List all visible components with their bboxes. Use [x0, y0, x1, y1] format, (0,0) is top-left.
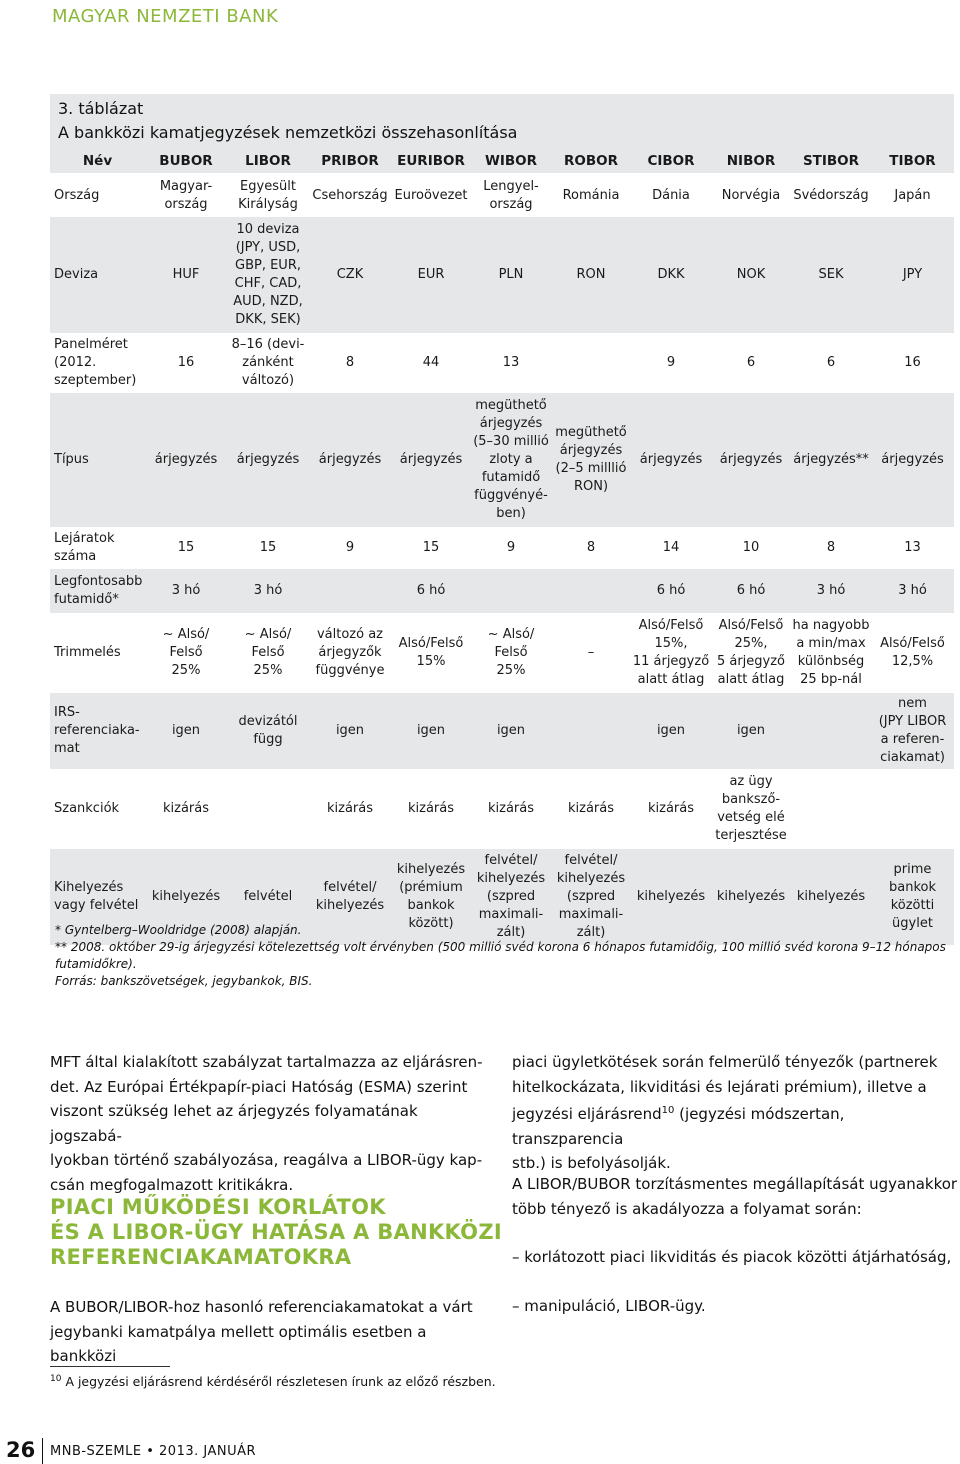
table-cell: kizárás	[326, 801, 373, 816]
table-cell: 3 hó	[253, 583, 283, 598]
row-label: Típus	[54, 452, 89, 467]
table-cell: prime bankok közötti ügylet	[888, 862, 936, 931]
row-label: Kihelyezés vagy felvétel	[54, 880, 139, 913]
col-header: WIBOR	[484, 153, 538, 169]
table-cell: 8	[586, 540, 596, 555]
footnote-rule	[50, 1366, 170, 1367]
body-paragraph: MFT által kialakított szabályzat tartalmazza az eljárásren- det. Az Európai Értékpapír-piaci Hatóság (ESMA) szerint viszont szükség lehet az árjegyzés folyamatának jogszabá- lyokban történő szabályozása, reagálva a LIBOR-ügy kap- csán megfogalmazott kritikákra.	[50, 1053, 483, 1194]
table-note: ** 2008. október 29-ig árjegyzési kötelezettség volt érvényben (500 millió svéd korona 6 hónapos futamidőig, 100 millió svéd korona 9–12 hónapos	[55, 940, 946, 954]
page-number: 26	[6, 1438, 36, 1462]
table-cell: 3 hó	[171, 583, 201, 598]
table-cell: 44	[422, 355, 440, 370]
table-row	[50, 613, 954, 693]
table-cell: 6	[746, 355, 756, 370]
footnote	[50, 1374, 496, 1389]
table-cell: 16	[904, 355, 921, 370]
footnote-ref: 10	[661, 1105, 675, 1116]
table-row	[50, 217, 954, 333]
table-cell: devizától függ	[238, 714, 298, 747]
table-cell: Svédország	[793, 188, 869, 203]
table-cell: JPY	[902, 267, 923, 282]
col-header: NIBOR	[726, 153, 776, 169]
table-cell: 13	[502, 355, 520, 370]
row-label: Panelméret (2012. szeptember)	[54, 337, 137, 388]
table-number: 3. táblázat	[58, 99, 144, 118]
bullet-item: – manipuláció, LIBOR-ügy.	[512, 1297, 706, 1315]
table-row	[50, 769, 954, 849]
table-cell: 9	[666, 355, 676, 370]
table-cell: CZK	[336, 267, 364, 282]
table-cell: –	[587, 645, 595, 660]
table-cell: Norvégia	[721, 188, 781, 203]
table-cell: ~ Alsó/ Felső 25%	[244, 627, 292, 678]
table-cell: kizárás	[647, 801, 694, 816]
table-cell: Magyar- ország	[159, 179, 213, 212]
table-cell: kizárás	[162, 801, 209, 816]
table-row	[50, 693, 954, 769]
table-cell: igen	[496, 723, 526, 738]
table-cell: Románia	[562, 188, 620, 203]
table-cell: SEK	[818, 267, 844, 282]
table-cell: 8	[345, 355, 355, 370]
table-cell: Csehország	[312, 188, 388, 203]
table-cell: felvétel/ kihelyezés (szpred maximali- zált)	[476, 853, 546, 940]
table-cell: árjegyzés**	[793, 452, 869, 467]
table-cell: 13	[904, 540, 921, 555]
col-header: LIBOR	[245, 153, 291, 169]
table-row	[50, 333, 954, 393]
col-header: CIBOR	[647, 153, 695, 169]
body-paragraph: A BUBOR/LIBOR-hoz hasonló referenciakamatokat a várt jegybanki kamatpálya mellett optimális esetben a bankközi	[50, 1298, 473, 1365]
table-cell: árjegyzés	[154, 452, 218, 467]
footer-divider	[42, 1438, 43, 1464]
table-cell: Alsó/Felső 25%, 5 árjegyző alatt átlag	[716, 618, 786, 687]
table-cell: 16	[177, 355, 195, 370]
section-heading: PIACI MŰKÖDÉSI KORLÁTOK ÉS A LIBOR-ÜGY HATÁSA A BANKKÖZI REFERENCIAKAMATOKRA	[50, 1195, 502, 1269]
table-cell: NOK	[736, 267, 766, 282]
table-cell: felvétel	[243, 889, 293, 904]
footnote-text: A jegyzési eljárásrend kérdéséről részletesen írunk az előző részben.	[65, 1374, 496, 1390]
table-cell: kizárás	[487, 801, 534, 816]
table-cell: 6	[826, 355, 836, 370]
table-cell: igen	[736, 723, 766, 738]
table-cell: 15	[422, 540, 440, 555]
table-cell: 9	[506, 540, 516, 555]
table-cell: Lengyel- ország	[483, 179, 539, 212]
table-cell: 6 hó	[416, 583, 446, 598]
row-label: Ország	[54, 188, 100, 203]
table-cell: 8	[826, 540, 836, 555]
table-cell: 6 hó	[736, 583, 766, 598]
table-cell: felvétel/ kihelyezés (szpred maximali- zált)	[556, 853, 626, 940]
table-cell: árjegyzés	[881, 452, 944, 467]
table-header-row	[50, 147, 954, 175]
table-cell: igen	[656, 723, 686, 738]
table-row	[50, 569, 954, 613]
table-row	[50, 527, 954, 569]
table-cell: DKK	[657, 267, 685, 282]
row-label: Legfontosabb futamidő*	[54, 574, 143, 607]
table-cell: Alsó/Felső 15%, 11 árjegyző alatt átlag	[632, 618, 710, 687]
table-cell: ~ Alsó/ Felső 25%	[487, 627, 535, 678]
row-label: IRS- referenciaka- mat	[54, 705, 140, 756]
bullet-item: – korlátozott piaci likviditás és piacok közötti átjárhatóság,	[512, 1248, 952, 1266]
table-cell: 9	[345, 540, 355, 555]
page-header: MAGYAR NEMZETI BANK	[52, 6, 279, 27]
table-cell: igen	[171, 723, 201, 738]
table-cell: 10	[742, 540, 760, 555]
table-cell: igen	[335, 723, 365, 738]
col-header: Név	[82, 153, 113, 169]
row-label: Szankciók	[54, 801, 120, 816]
row-label: Deviza	[54, 267, 99, 282]
table-cell: Alsó/Felső 12,5%	[880, 636, 945, 669]
table-row	[50, 175, 954, 217]
table-cell: 8–16 (devi- zánként változó)	[231, 337, 305, 388]
table-cell: ~ Alsó/ Felső 25%	[162, 627, 210, 678]
table-cell: Euroövezet	[394, 188, 468, 203]
table-cell: árjegyzés	[719, 452, 783, 467]
table-note: futamidőkre).	[55, 957, 137, 971]
table-cell: 10 deviza (JPY, USD, GBP, EUR, CHF, CAD, AUD, NZD, DKK, SEK)	[233, 222, 303, 327]
table-cell: igen	[416, 723, 446, 738]
body-text: (jegyzési módszertan, transzparencia stb.) is befolyásolják.	[512, 1105, 845, 1172]
table-cell: 3 hó	[898, 583, 927, 598]
col-header: TIBOR	[889, 153, 936, 169]
table-cell: RON	[576, 267, 606, 282]
table-cell: kihelyezés	[796, 889, 866, 904]
row-label: Trimmelés	[54, 645, 121, 660]
row-label: Lejáratok száma	[54, 531, 115, 564]
table-cell: Egyesült Királyság	[238, 179, 298, 212]
table-cell: felvétel/ kihelyezés	[315, 880, 385, 913]
table-cell: nem (JPY LIBOR a referen- ciakamat)	[878, 696, 947, 765]
body-text: piaci ügyletkötések során felmerülő tényezők (partnerek hitelkockázata, likviditási és lejárati prémium), illetve a jegyzési eljárásrend	[512, 1053, 938, 1123]
table-cell: EUR	[417, 267, 445, 282]
page-footer: MNB-SZEMLE • 2013. JANUÁR	[50, 1444, 257, 1459]
table-cell: az ügy banksző- vetség elé terjesztése	[715, 774, 787, 843]
table-cell: 14	[662, 540, 680, 555]
table-cell: PLN	[498, 267, 524, 282]
col-header: ROBOR	[563, 153, 619, 169]
table-note: * Gyntelberg–Wooldridge (2008) alapján.	[55, 923, 302, 937]
table-cell: Dánia	[652, 188, 690, 203]
table-source: Forrás: bankszövetségek, jegybankok, BIS.	[55, 974, 313, 988]
table-cell: árjegyzés	[318, 452, 382, 467]
table-cell: kihelyezés (prémium bankok között)	[396, 862, 466, 931]
table-cell: Japán	[894, 188, 931, 203]
table-cell: megüthető árjegyzés (2–5 milllió RON)	[555, 425, 627, 494]
table-title	[58, 97, 517, 145]
table-cell: 3 hó	[816, 583, 846, 598]
table-cell: kizárás	[567, 801, 614, 816]
footnote-number: 10	[50, 1374, 62, 1384]
table-caption: A bankközi kamatjegyzések nemzetközi összehasonlítása	[58, 123, 518, 142]
col-header: EURIBOR	[397, 153, 465, 169]
table-cell: ha nagyobb a min/max különbség 25 bp-nál	[792, 618, 870, 687]
table-cell: 6 hó	[656, 583, 686, 598]
table-notes	[55, 922, 955, 990]
table-cell: árjegyzés	[399, 452, 463, 467]
col-header: STIBOR	[802, 153, 860, 169]
table-cell: HUF	[172, 267, 200, 282]
table-cell: megüthető árjegyzés (5–30 millió zloty a futamidő függvényé- ben)	[473, 398, 549, 521]
col-header: PRIBOR	[321, 153, 379, 169]
table-cell: árjegyzés	[236, 452, 300, 467]
table-cell: Alsó/Felső 15%	[398, 636, 464, 669]
table-cell: kizárás	[407, 801, 454, 816]
table-cell: változó az árjegyzők függvénye	[315, 627, 385, 678]
table-cell: 15	[177, 540, 195, 555]
body-paragraph: A LIBOR/BUBOR torzításmentes megállapítását ugyanakkor több tényező is akadályozza a folyamat során:	[512, 1175, 958, 1218]
col-header: BUBOR	[159, 153, 213, 169]
table-cell: 15	[259, 540, 277, 555]
table-cell: kihelyezés	[151, 889, 221, 904]
body-paragraph	[512, 1050, 958, 1176]
table-cell: kihelyezés	[716, 889, 786, 904]
table-cell: árjegyzés	[639, 452, 703, 467]
table-row	[50, 393, 954, 527]
table-cell: kihelyezés	[636, 889, 706, 904]
